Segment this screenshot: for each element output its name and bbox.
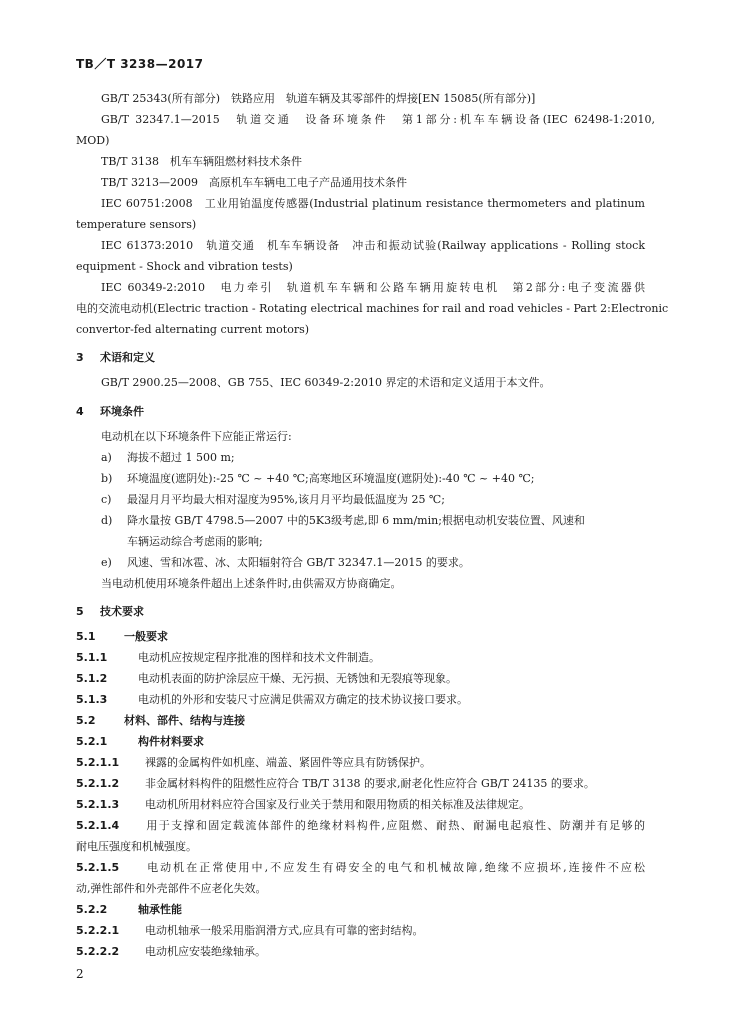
clause-text: 用于支撑和固定载流体部件的绝缘材料构件,应阻燃、耐热、耐漏电起痕性、防潮并有足够的 (145, 819, 645, 832)
section-3-heading (76, 349, 155, 365)
list-item (101, 468, 534, 489)
clause-5-1-1 (76, 647, 380, 668)
clause-5-2-1-2 (76, 773, 595, 794)
section-3-text: GB/T 2900.25—2008、GB 755、IEC 60349-2:2010 界定的术语和定义适用于本文件。 (101, 376, 551, 389)
list-item-text: 环境温度(遮阴处):-25 ℃ ~ +40 ℃;高寒地区环境温度(遮阴处):-40 ℃ ~ +40 ℃; (127, 472, 535, 485)
list-item-label: b) (101, 472, 113, 485)
document-code: TB／T 3238—2017 (76, 57, 204, 71)
reference-line: convertor-fed alternating current motors) (76, 323, 310, 336)
section-number: 5 (76, 605, 84, 618)
list-item (101, 447, 235, 468)
clause-text: 裸露的金属构件如机座、端盖、紧固件等应具有防锈保护。 (145, 756, 431, 769)
page-number: 2 (76, 967, 84, 981)
clause-number: 5.2.2.2 (76, 945, 120, 958)
clause-5-2-1-5 (76, 857, 645, 878)
reference-line: TB/T 3138 机车车辆阻燃材料技术条件 (101, 155, 302, 168)
clause-number: 5.2.1.1 (76, 756, 120, 769)
clause-continuation: 耐电压强度和机械强度。 (76, 840, 197, 853)
clause-title: 材料、部件、结构与连接 (124, 714, 245, 727)
clause-text: 电动机应按规定程序批准的图样和技术文件制造。 (138, 651, 380, 664)
clause-5-2 (76, 710, 245, 731)
clause-5-2-1 (76, 731, 204, 752)
clause-5-2-1-3 (76, 794, 530, 815)
reference-line: GB/T 32347.1—2015 轨道交通 设备环境条件 第1部分:机车车辆设备(IEC 62498-1:2010, (101, 113, 655, 126)
clause-title: 一般要求 (124, 630, 168, 643)
section-title: 术语和定义 (100, 351, 155, 364)
clause-number: 5.1 (76, 630, 96, 643)
clause-5-2-2-2 (76, 941, 266, 962)
clause-number: 5.1.1 (76, 651, 108, 664)
list-item-label: e) (101, 556, 112, 569)
section-title: 技术要求 (100, 605, 144, 618)
section-4-heading (76, 403, 144, 419)
list-item (101, 489, 445, 510)
clause-number: 5.2.1.4 (76, 819, 120, 832)
clause-number: 5.2.1.3 (76, 798, 120, 811)
clause-text: 电动机轴承一般采用脂润滑方式,应具有可靠的密封结构。 (145, 924, 424, 937)
clause-text: 电动机表面的防护涂层应干燥、无污损、无锈蚀和无裂痕等现象。 (138, 672, 457, 685)
clause-5-1-3 (76, 689, 468, 710)
clause-5-1-2 (76, 668, 457, 689)
clause-text: 电动机应安装绝缘轴承。 (145, 945, 266, 958)
clause-number: 5.2.1 (76, 735, 108, 748)
list-item-continuation: 车辆运动综合考虑雨的影响; (127, 535, 263, 548)
clause-number: 5.2.1.5 (76, 861, 120, 874)
reference-line: IEC 61373:2010 轨道交通 机车车辆设备 冲击和振动试验(Railway applications - Rolling stock (101, 239, 645, 252)
clause-number: 5.2.1.2 (76, 777, 120, 790)
section-number: 4 (76, 405, 84, 418)
clause-number: 5.2.2.1 (76, 924, 120, 937)
section-title: 环境条件 (100, 405, 144, 418)
clause-title: 构件材料要求 (138, 735, 204, 748)
clause-continuation: 动,弹性部件和外壳部件不应老化失效。 (76, 882, 267, 895)
list-item (101, 510, 585, 531)
section-4-intro: 电动机在以下环境条件下应能正常运行: (101, 430, 292, 443)
clause-text: 电动机在正常使用中,不应发生有碍安全的电气和机械故障,绝缘不应损坏,连接件不应松 (145, 861, 645, 874)
clause-5-2-1-4 (76, 815, 645, 836)
clause-5-2-2-1 (76, 920, 424, 941)
section-4-closing: 当电动机使用环境条件超出上述条件时,由供需双方协商确定。 (101, 577, 402, 590)
list-item-label: c) (101, 493, 112, 506)
reference-line: IEC 60751:2008 工业用铂温度传感器(Industrial platinum resistance thermometers and platinum (101, 197, 645, 210)
clause-number: 5.2 (76, 714, 96, 727)
list-item-text: 风速、雪和冰雹、冰、太阳辐射符合 GB/T 32347.1—2015 的要求。 (127, 556, 470, 569)
clause-text: 非金属材料构件的阻燃性应符合 TB/T 3138 的要求,耐老化性应符合 GB/T 24135 的要求。 (145, 777, 595, 790)
clause-5-1 (76, 626, 168, 647)
clause-text: 电动机的外形和安装尺寸应满足供需双方确定的技术协议接口要求。 (138, 693, 468, 706)
clause-text: 电动机所用材料应符合国家及行业关于禁用和限用物质的相关标准及法律规定。 (145, 798, 530, 811)
clause-number: 5.1.2 (76, 672, 108, 685)
clause-5-2-1-1 (76, 752, 431, 773)
reference-line: 电的交流电动机(Electric traction - Rotating electrical machines for rail and road vehicles - Part 2:Electronic (76, 302, 669, 315)
list-item-label: d) (101, 514, 113, 527)
list-item-text: 海拔不超过 1 500 m; (127, 451, 235, 464)
reference-line: IEC 60349-2:2010 电力牵引 轨道机车车辆和公路车辆用旋转电机 第2部分:电子变流器供 (101, 281, 645, 294)
reference-line: TB/T 3213—2009 高原机车车辆电工电子产品通用技术条件 (101, 176, 407, 189)
reference-line: equipment - Shock and vibration tests) (76, 260, 293, 273)
clause-title: 轴承性能 (138, 903, 182, 916)
list-item (101, 552, 470, 573)
section-number: 3 (76, 351, 84, 364)
clause-number: 5.2.2 (76, 903, 108, 916)
clause-5-2-2 (76, 899, 182, 920)
reference-line: temperature sensors) (76, 218, 197, 231)
list-item-text: 最湿月月平均最大相对湿度为95%,该月月平均最低温度为 25 ℃; (127, 493, 445, 506)
clause-number: 5.1.3 (76, 693, 108, 706)
list-item-label: a) (101, 451, 112, 464)
section-5-heading (76, 603, 144, 619)
list-item-text: 降水量按 GB/T 4798.5—2007 中的5K3级考虑,即 6 mm/min;根据电动机安装位置、风速和 (127, 514, 585, 527)
reference-line: GB/T 25343(所有部分) 铁路应用 轨道车辆及其零部件的焊接[EN 15085(所有部分)] (101, 92, 536, 105)
reference-line: MOD) (76, 134, 110, 147)
